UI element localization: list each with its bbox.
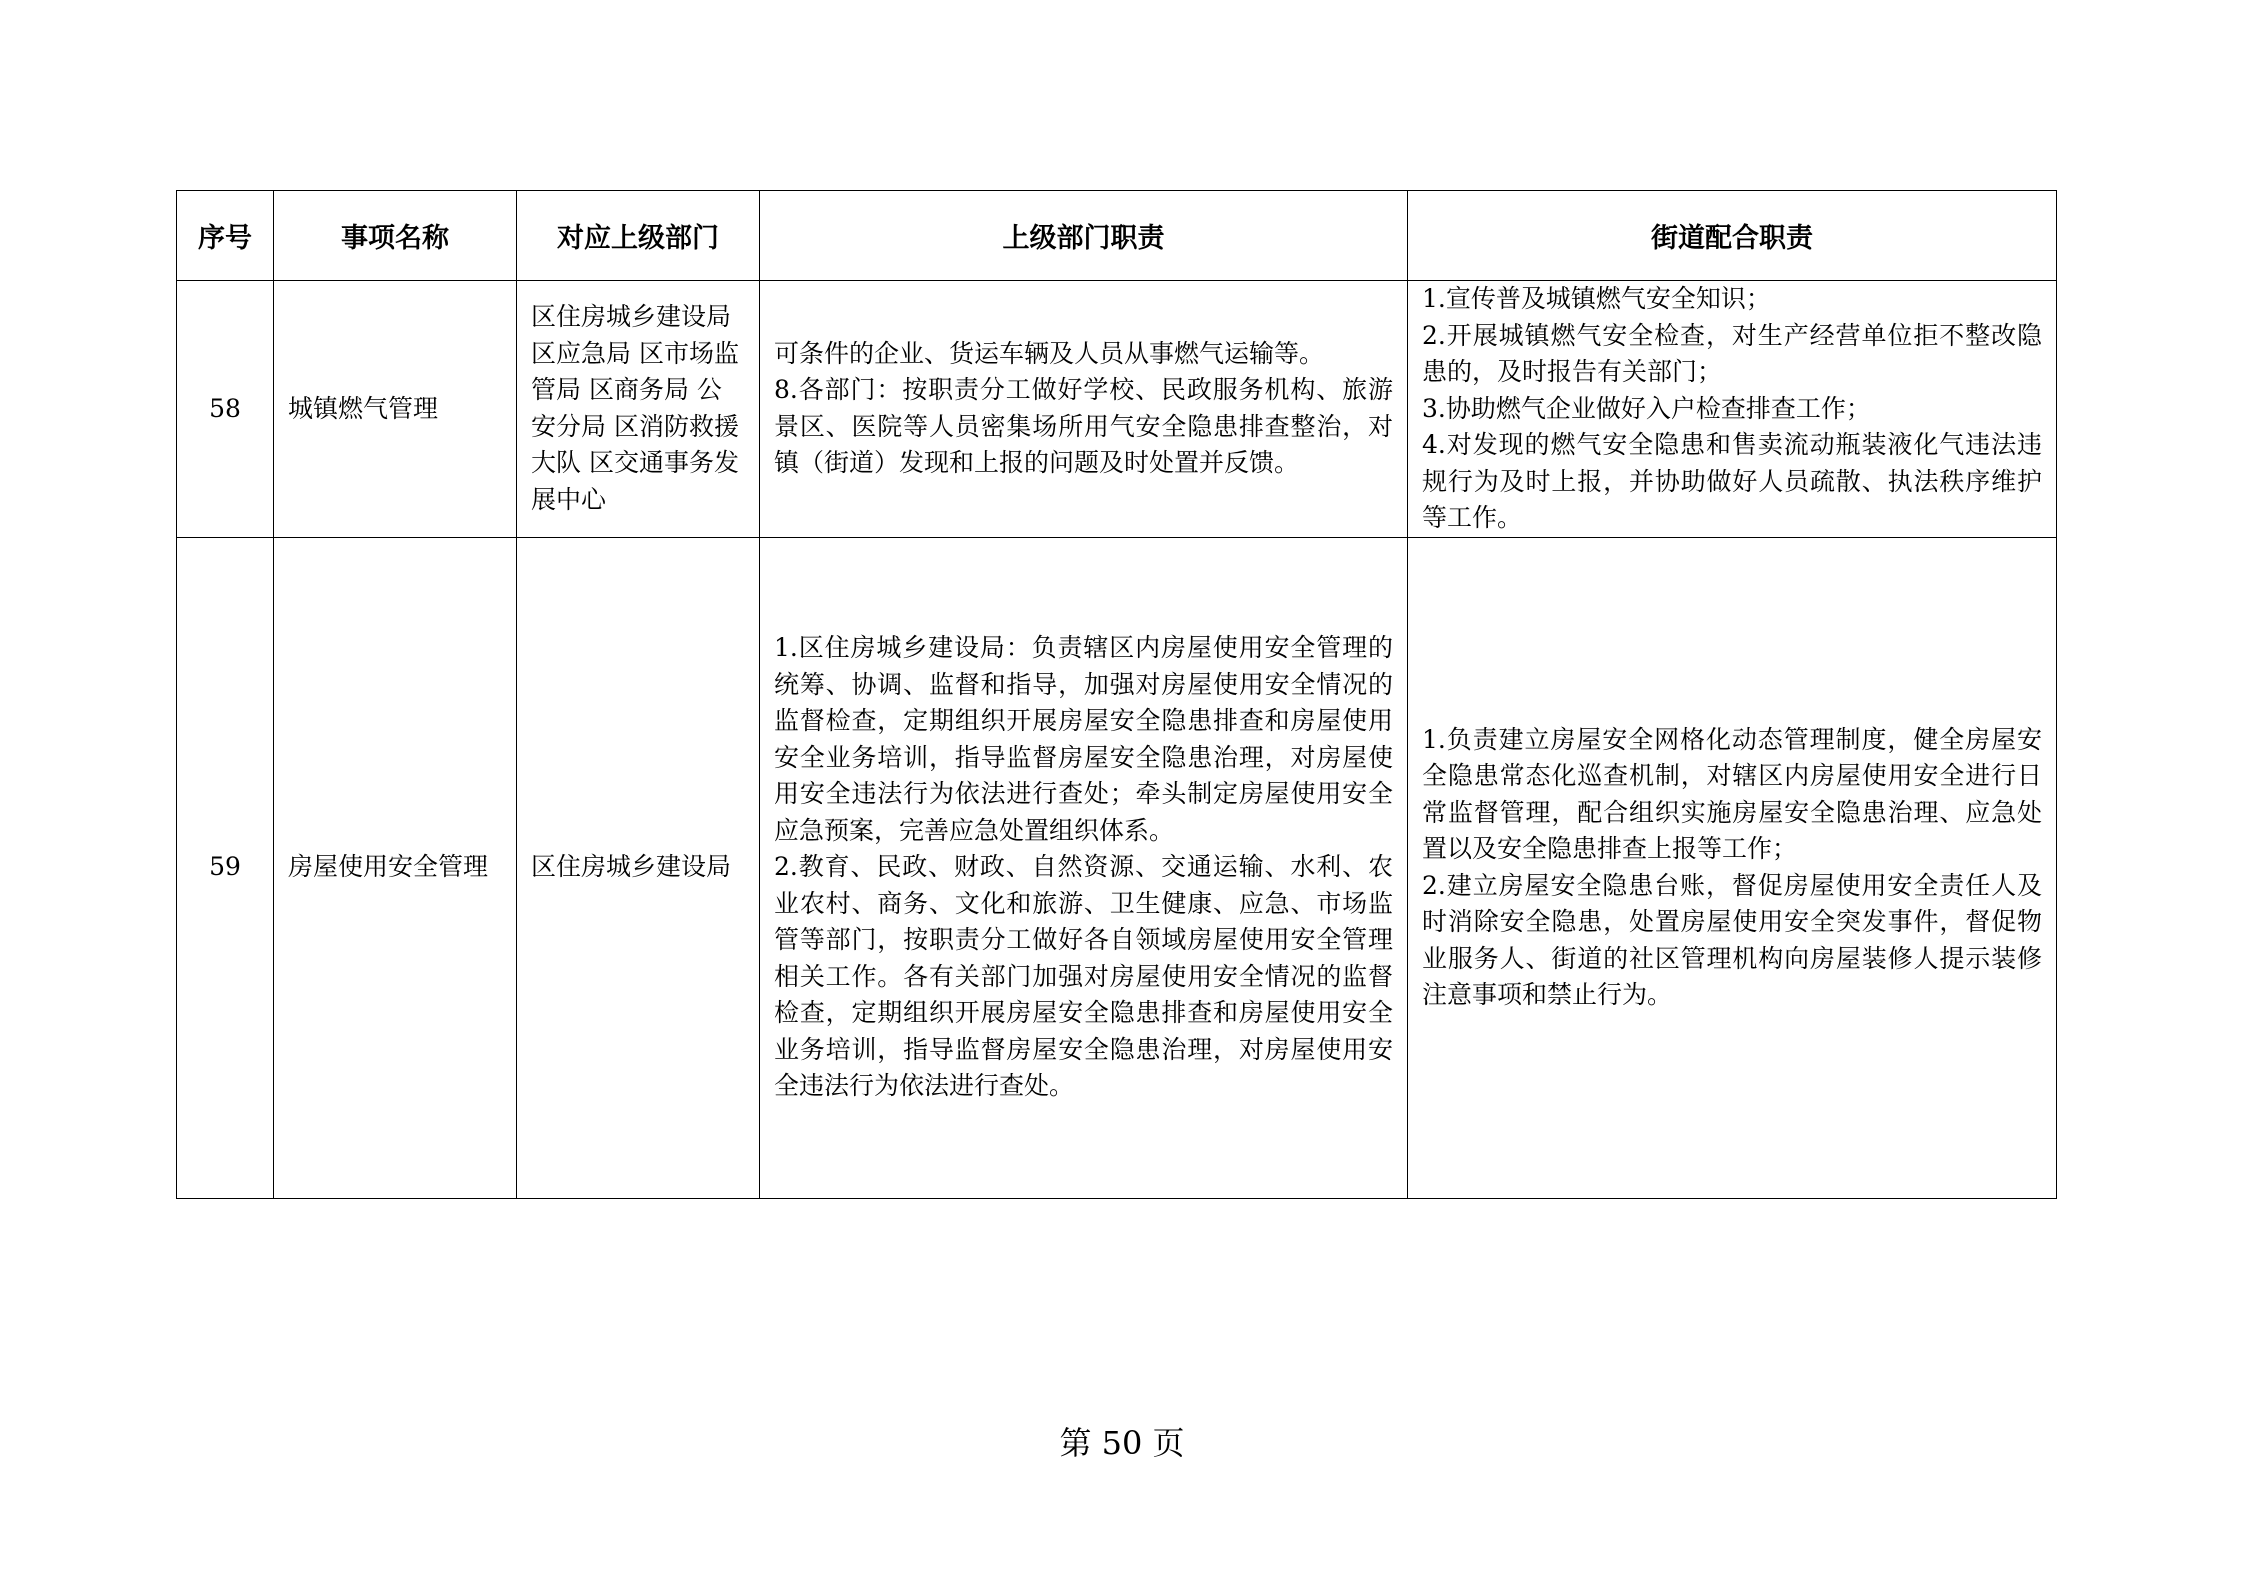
street-duty-paragraph: 3.协助燃气企业做好入户检查排查工作；	[1422, 393, 1871, 423]
upper-duty-paragraph: 可条件的企业、货运车辆及人员从事燃气运输等。	[774, 338, 1325, 368]
table-row	[177, 537, 2057, 1198]
row-item-name: 城镇燃气管理	[274, 281, 517, 538]
table-header-row	[177, 191, 2057, 281]
street-duty-paragraph: 1.宣传普及城镇燃气安全知识；	[1422, 284, 1771, 313]
street-duty-paragraph: 4.对发现的燃气安全隐患和售卖流动瓶装液化气违法违规行为及时上报，并协助做好人员疏散、执法秩序维护等工作。	[1422, 430, 2042, 532]
upper-duty-paragraph: 1.区住房城乡建设局：负责辖区内房屋使用安全管理的统筹、协调、监督和指导，加强对房屋使用安全情况的监督检查，定期组织开展房屋安全隐患排查和房屋使用安全业务培训，指导监督房屋安全隐患治理，对房屋使用安全违法行为依法进行查处；牵头制定房屋使用安全应急预案，完善应急处置组织体系。	[774, 633, 1393, 845]
row-no: 59	[177, 537, 274, 1198]
table-row	[177, 281, 2057, 538]
upper-duty-paragraph: 8.各部门：按职责分工做好学校、民政服务机构、旅游景区、医院等人员密集场所用气安全隐患排查整治，对镇（街道）发现和上报的问题及时处置并反馈。	[774, 375, 1393, 478]
header-upper-duty: 上级部门职责	[760, 191, 1408, 281]
row-item-name: 房屋使用安全管理	[274, 537, 517, 1198]
row-street-duty	[1408, 281, 2057, 538]
header-item-name: 事项名称	[274, 191, 517, 281]
page-number: 第 50 页	[1059, 1424, 1185, 1462]
duty-table	[176, 190, 2057, 1199]
header-street-duty: 街道配合职责	[1408, 191, 2057, 281]
row-upper-duty	[760, 281, 1408, 538]
row-street-duty	[1408, 537, 2057, 1198]
header-no: 序号	[177, 191, 274, 281]
street-duty-paragraph: 2.建立房屋安全隐患台账，督促房屋使用安全责任人及时消除安全隐患，处置房屋使用安全突发事件，督促物业服务人、街道的社区管理机构向房屋装修人提示装修注意事项和禁止行为。	[1422, 870, 2042, 1009]
street-duty-paragraph: 1.负责建立房屋安全网格化动态管理制度，健全房屋安全隐患常态化巡查机制，对辖区内房屋使用安全进行日常监督管理，配合组织实施房屋安全隐患治理、应急处置以及安全隐患排查上报等工作；	[1422, 724, 2042, 863]
street-duty-paragraph: 2.开展城镇燃气安全检查，对生产经营单位拒不整改隐患的，及时报告有关部门；	[1422, 320, 2042, 386]
row-upper-duty	[760, 537, 1408, 1198]
row-no: 58	[177, 281, 274, 538]
header-upper-department: 对应上级部门	[517, 191, 760, 281]
row-department: 区住房城乡建设局	[517, 537, 760, 1198]
row-department: 区住房城乡建设局 区应急局 区市场监管局 区商务局 公安分局 区消防救援大队 区交通事务发展中心	[517, 281, 760, 538]
upper-duty-paragraph: 2.教育、民政、财政、自然资源、交通运输、水利、农业农村、商务、文化和旅游、卫生健康、应急、市场监管等部门，按职责分工做好各自领域房屋使用安全管理相关工作。各有关部门加强对房屋使用安全情况的监督检查，定期组织开展房屋安全隐患排查和房屋使用安全业务培训，指导监督房屋安全隐患治理，对房屋使用安全违法行为依法进行查处。	[774, 852, 1393, 1101]
